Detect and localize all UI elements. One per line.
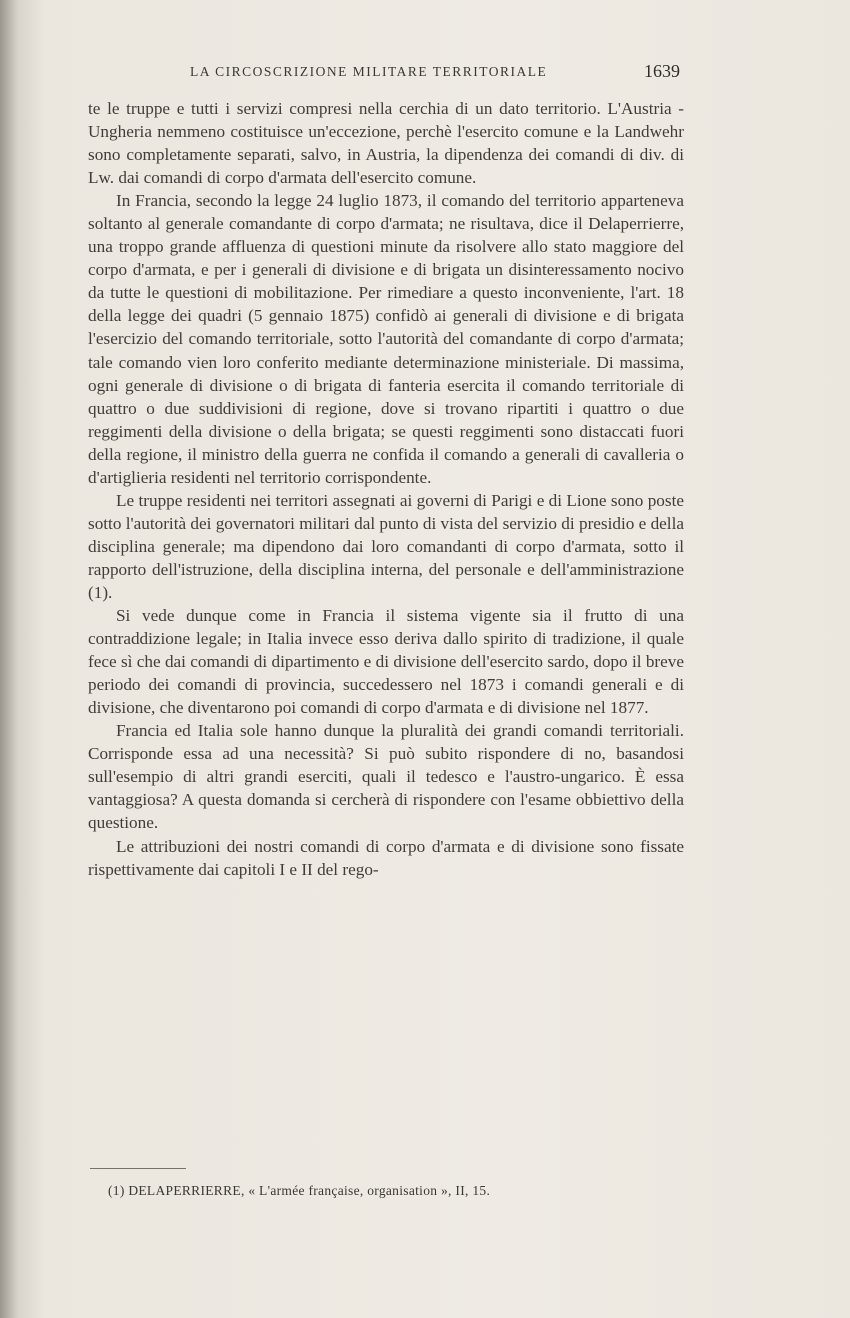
paragraph: te le truppe e tutti i servizi compresi nella cerchia di un dato territorio. L'Austria - Ungheria nemmeno costituisce un'eccezione, perchè l'esercito comune e la Landwehr sono completamente separati, salvo, in Austria, la dipendenza dei comandi di div. di Lw. dai comandi di corpo d'armata dell'esercito comune. bbox=[88, 99, 684, 188]
footnote-divider bbox=[90, 1168, 186, 1169]
running-title: LA CIRCOSCRIZIONE MILITARE TERRITORIALE bbox=[190, 64, 548, 79]
paragraph: Le truppe residenti nei territori assegnati ai governi di Parigi e di Lione sono poste sotto l'autorità dei governatori militari dal punto di vista del servizio di presidio e della disciplina generale; ma dipendono dai loro comandanti di corpo d'armata, sotto il rapporto dell'istruzione, della disciplina interna, del personale e dell'amministrazione (1). bbox=[88, 490, 684, 602]
body-text bbox=[88, 97, 684, 881]
paragraph: In Francia, secondo la legge 24 luglio 1873, il comando del territorio apparteneva soltanto al generale comandante di corpo d'armata; ne risultava, dice il Delaperrierre, una troppo grande affluenza di questioni minute da risolvere allo stato maggiore del corpo d'armata, e per i generali di divisione e di brigata un disinteressamento nocivo da tutte le questioni di mobilitazione. Per rimediare a questo inconveniente, l'art. 18 della legge dei quadri (5 gennaio 1875) confidò ai generali di divisione e di brigata l'esercizio del comando territoriale, sotto l'autorità del comandante di corpo d'armata; tale comando vien loro conferito mediante determinazione ministeriale. Di massima, ogni generale di divisione o di brigata di fanteria esercita il comando territoriale di quattro o due suddivisioni di regione, dove si trovano ripartiti i quattro o due reggimenti della divisione o della brigata; se questi reggimenti sono distaccati fuori della regione, il ministro della guerra ne confida il comando a generali di cavalleria o d'artiglieria residenti nel territorio corrispondente. bbox=[88, 191, 684, 487]
paragraph: Francia ed Italia sole hanno dunque la pluralità dei grandi comandi territoriali. Corrisponde essa ad una necessità? Si può subito rispondere di no, basandosi sull'esempio di altri grandi eserciti, quali il tedesco e l'austro-ungarico. È essa vantaggiosa? A questa domanda si cercherà di rispondere con l'esame obbiettivo della questione. bbox=[88, 721, 684, 833]
page-header bbox=[90, 61, 680, 88]
paragraph: Le attribuzioni dei nostri comandi di corpo d'armata e di divisione sono fissate rispettivamente dai capitoli I e II del rego- bbox=[88, 836, 684, 879]
page-number: 1639 bbox=[644, 61, 680, 81]
footnote: (1) DELAPERRIERRE, « L'armée française, organisation », II, 15. bbox=[108, 1183, 491, 1198]
paragraph: Si vede dunque come in Francia il sistema vigente sia il frutto di una contraddizione legale; in Italia invece esso deriva dallo spirito di tradizione, il quale fece sì che dai comandi di dipartimento e di divisione dell'esercito sardo, dopo il breve periodo dei comandi di provincia, succedessero nel 1873 i comandi generali e di divisione, che diventarono poi comandi di corpo d'armata e di divisione nel 1877. bbox=[88, 606, 684, 718]
